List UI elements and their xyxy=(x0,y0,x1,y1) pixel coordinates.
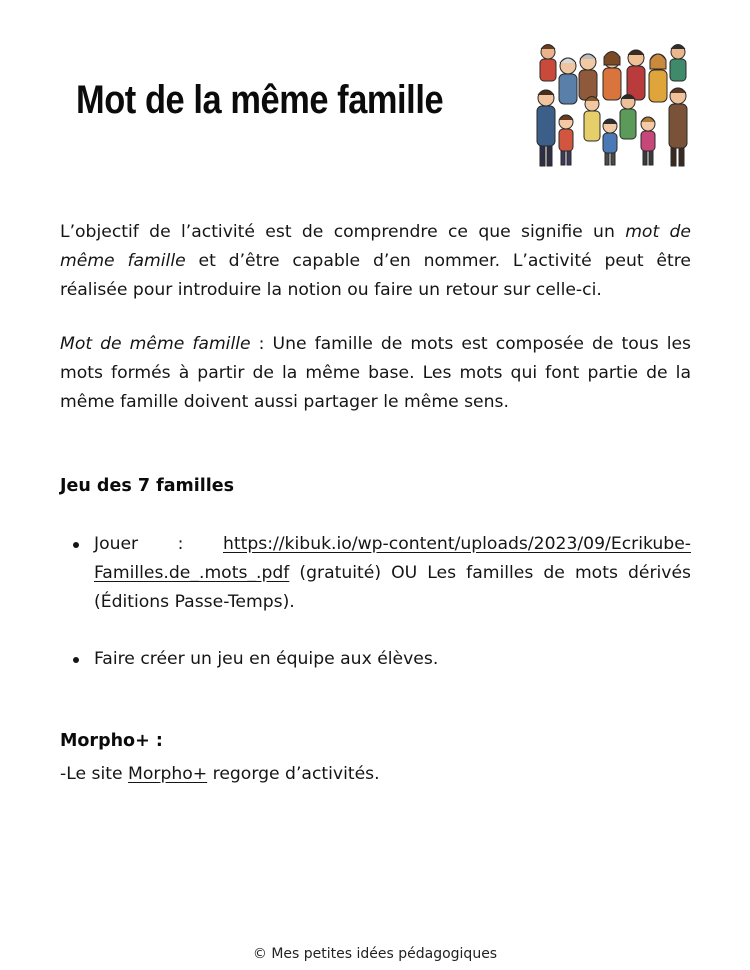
list-item: Jouer : https://kibuk.io/wp-content/uploads/2023/09/Ecrikube-Familles.de_.mots_.pdf (gratuité) OU Les familles de mots dérivés (Éditions Passe-Temps). xyxy=(60,530,691,617)
list-item: Faire créer un jeu en équipe aux élèves. xyxy=(60,645,691,674)
definition-term: Mot de même famille xyxy=(60,334,251,354)
jeu-list xyxy=(60,530,691,617)
morpho-link[interactable]: Morpho+ xyxy=(128,764,208,784)
page-title: Mot de la même famille xyxy=(76,78,444,122)
footer-copyright: © Mes petites idées pédagogiques xyxy=(252,946,498,962)
jeu-list-2 xyxy=(60,645,691,674)
family-group-icon xyxy=(532,38,692,170)
jeu-heading: Jeu des 7 familles xyxy=(60,476,235,496)
morpho-line: -Le site Morpho+ regorge d’activités. xyxy=(60,764,380,784)
definition-paragraph: Mot de même famille : Une famille de mots est composée de tous les mots formés à partir de la même base. Les mots qui font partie de la même famille doivent aussi partager le même sens. xyxy=(60,334,692,412)
pdf-link[interactable]: https://kibuk.io/wp-content/uploads/2023/09/Ecrikube-Familles.de_.mots_.pdf xyxy=(94,534,691,583)
intro-paragraph: L’objectif de l’activité est de comprendre ce que signifie un mot de même famille et d’être capable d’en nommer. L’activité peut être réalisée pour introduire la notion ou faire un retour sur celle-ci. xyxy=(60,222,691,300)
morpho-heading: Morpho+ : xyxy=(60,731,163,751)
bullet-icon xyxy=(73,542,79,548)
bullet-icon xyxy=(73,657,79,663)
intro-emphasis: mot de même famille xyxy=(60,222,691,271)
